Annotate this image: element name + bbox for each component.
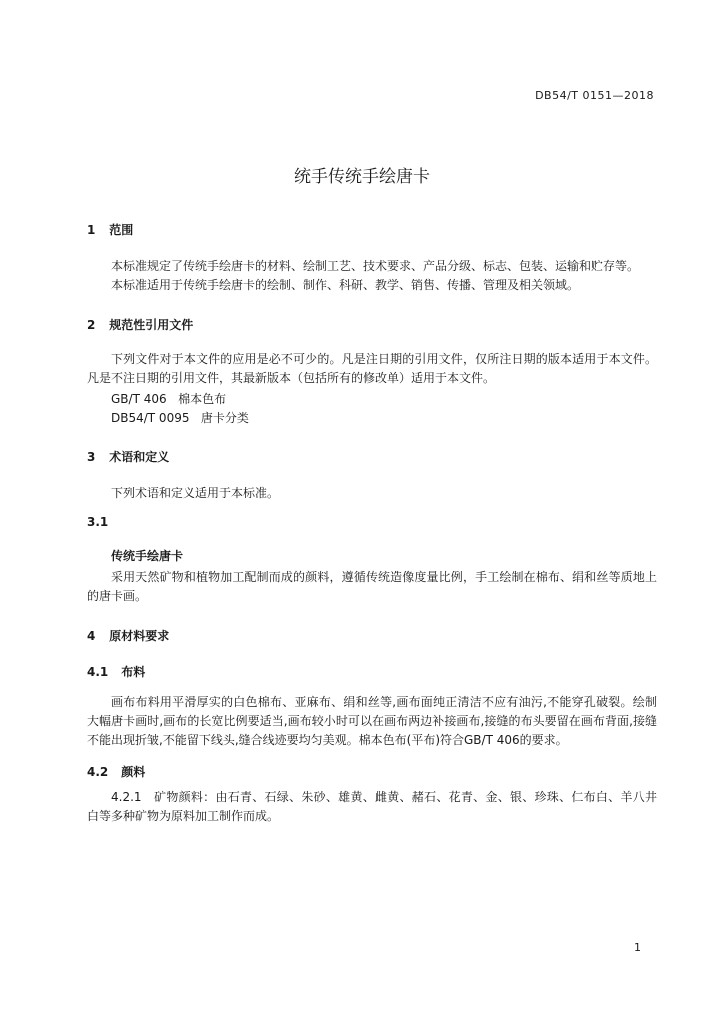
section-number: 2 xyxy=(87,318,96,332)
reference-code: DB54/T 0095 xyxy=(111,411,190,425)
section-number: 1 xyxy=(87,223,96,237)
scope-line-2: 本标准适用于传统手绘唐卡的绘制、制作、科研、教学、销售、传播、管理及相关领域。 xyxy=(111,278,580,292)
subsection-number: 4.2 xyxy=(87,765,109,779)
section-4-heading xyxy=(87,627,169,644)
terms-intro: 下列术语和定义适用于本标准。 xyxy=(111,486,280,500)
section-number: 4 xyxy=(87,629,96,643)
subsection-3-1-number: 3.1 xyxy=(87,515,109,529)
section-3-heading xyxy=(87,448,169,465)
fabric-requirements: 画布布料用平滑厚实的白色棉布、亚麻布、绢和丝等,画布面纯正清洁不应有油污,不能穿孔破裂。绘制大幅唐卡画时,画布的长宽比例要适当,画布较小时可以在画布两边补接画布,接缝的布头要留在画布背面,接缝不能出现折皱,不能留下线头,缝合线迹要均匀美观。棉本色布(平布)符合GB/T 406的要求。 xyxy=(87,695,657,747)
subsection-4-1-heading xyxy=(87,663,145,680)
pigment-requirements: 4.2.1 矿物颜料：由石青、石绿、朱砂、雄黄、雌黄、赭石、花青、金、银、珍珠、仁布白、羊八井白等多种矿物为原料加工制作而成。 xyxy=(87,790,657,823)
subsection-title: 布料 xyxy=(121,665,146,679)
reference-code: GB/T 406 xyxy=(111,392,167,406)
reference-item xyxy=(111,409,249,428)
section-2-heading xyxy=(87,316,193,333)
section-title: 术语和定义 xyxy=(109,450,170,464)
subsection-title: 颜料 xyxy=(121,765,146,779)
section-title: 原材料要求 xyxy=(109,629,170,643)
term-definition: 采用天然矿物和植物加工配制而成的颜料，遵循传统造像度量比例，手工绘制在棉布、绢和丝等质地上的唐卡画。 xyxy=(87,570,657,603)
term-name: 传统手绘唐卡 xyxy=(111,549,184,563)
section-number: 3 xyxy=(87,450,96,464)
subsection-number: 4.1 xyxy=(87,665,109,679)
page-title: 统手传统手绘唐卡 xyxy=(294,167,430,187)
reference-name: 棉本色布 xyxy=(178,392,227,406)
scope-line-1: 本标准规定了传统手绘唐卡的材料、绘制工艺、技术要求、产品分级、标志、包装、运输和贮存等。 xyxy=(111,259,640,273)
page-number: 1 xyxy=(634,941,641,954)
document-code: DB54/T 0151—2018 xyxy=(535,89,654,102)
reference-name: 唐卡分类 xyxy=(200,411,249,425)
references-intro: 下列文件对于本文件的应用是必不可少的。凡是注日期的引用文件，仅所注日期的版本适用于本文件。凡是不注日期的引用文件，其最新版本（包括所有的修改单）适用于本文件。 xyxy=(87,352,657,385)
subsection-4-2-heading xyxy=(87,763,145,780)
section-title: 范围 xyxy=(109,223,134,237)
reference-item xyxy=(111,390,226,409)
section-1-heading xyxy=(87,221,133,238)
section-title: 规范性引用文件 xyxy=(109,318,194,332)
